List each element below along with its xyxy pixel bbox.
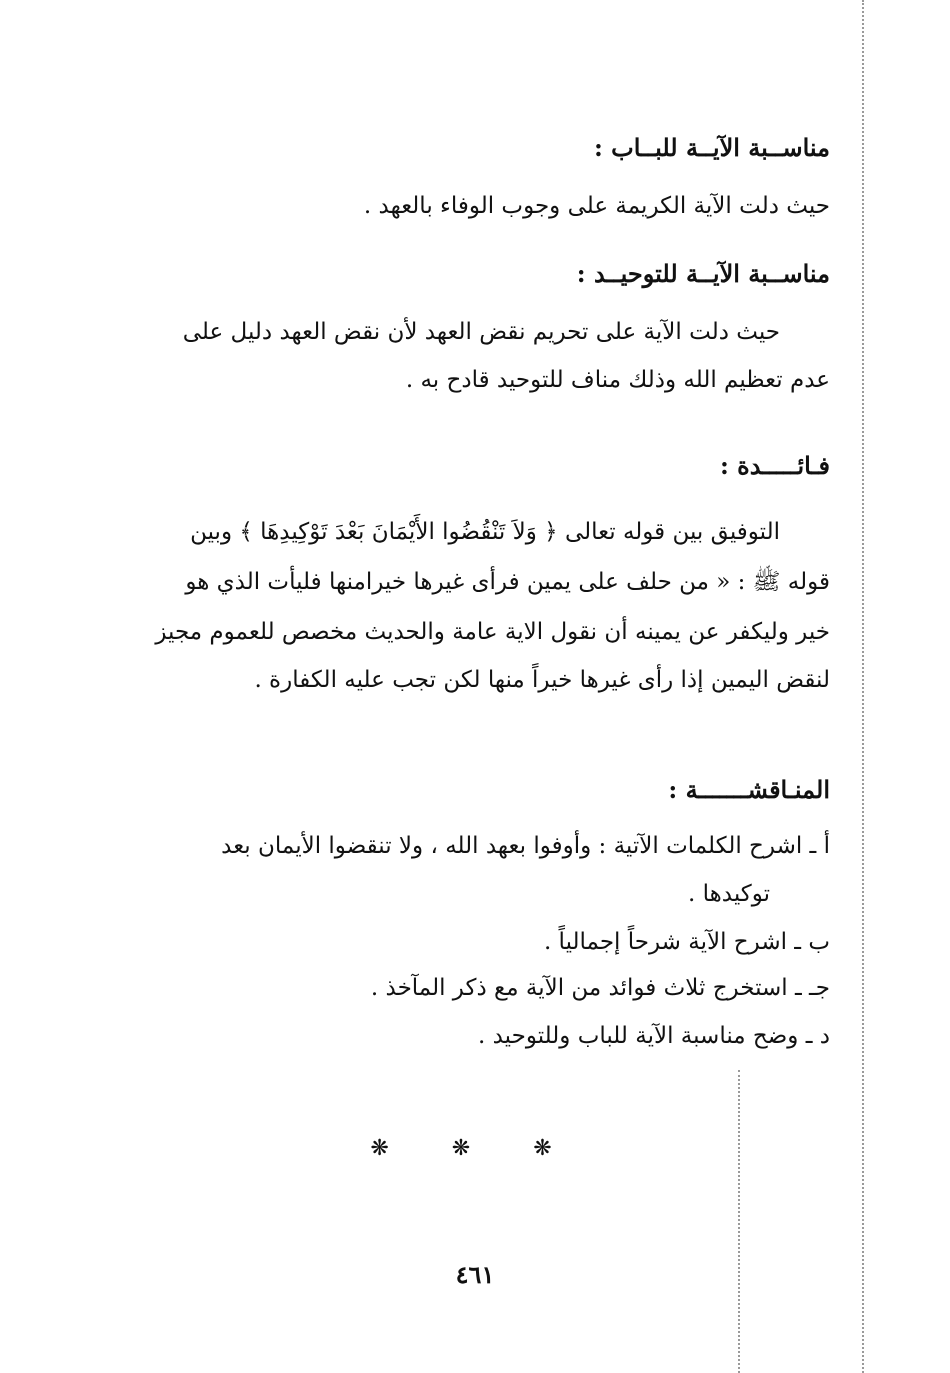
page-number: ٤٦١ <box>455 1260 495 1289</box>
paragraph-line: التوفيق بين قوله تعالى ﴿ وَلاَ تَنْقُضُوا الأَيْمَانَ بَعْدَ تَوْكِيدِهَا ﴾ وبين <box>190 519 780 545</box>
paragraph-line: خير وليكفر عن يمينه أن نقول الاية عامة والحديث مخصص للعموم مجيز <box>155 619 830 645</box>
section-heading-benefit: فـائـــــدة : <box>719 451 830 480</box>
question-item: أ ـ اشرح الكلمات الآتية : وأوفوا بعهد الله ، ولا تنقضوا الأيمان بعد <box>221 833 830 859</box>
question-item-continuation: توكيدها . <box>687 881 770 907</box>
question-item: ب ـ اشرح الآية شرحاً إجمالياً . <box>543 929 830 955</box>
paragraph-line: لنقض اليمين إذا رأى غيرها خيراً منها لكن تجب عليه الكفارة . <box>254 667 830 693</box>
section-heading-tawhid-relevance: مناســبة الآيــة للتوحيــد : <box>576 259 830 288</box>
section-separator: ❋ ❋ ❋ <box>370 1136 580 1161</box>
section-heading-chapter-relevance: مناســبة الآيــة للبــاب : <box>593 133 830 162</box>
paragraph-line: حيث دلت الآية الكريمة على وجوب الوفاء بالعهد . <box>363 193 830 219</box>
paragraph-line: عدم تعظيم الله وذلك مناف للتوحيد قادح به . <box>405 367 830 393</box>
paragraph-line: حيث دلت الآية على تحريم نقض العهد لأن نقض العهد دليل على <box>182 319 780 345</box>
question-item: جـ ـ استخرج ثلاث فوائد من الآية مع ذكر المآخذ . <box>370 975 830 1001</box>
margin-dotted-line-right <box>862 0 864 1373</box>
margin-dotted-line-left <box>738 1070 740 1373</box>
paragraph-line: قوله ﷺ : « من حلف على يمين فرأى غيرها خيرامنها فليأت الذي هو <box>185 569 830 595</box>
section-heading-discussion: المنـاقشـــــــة : <box>668 775 830 804</box>
question-item: د ـ وضح مناسبة الآية للباب وللتوحيد . <box>477 1023 830 1049</box>
